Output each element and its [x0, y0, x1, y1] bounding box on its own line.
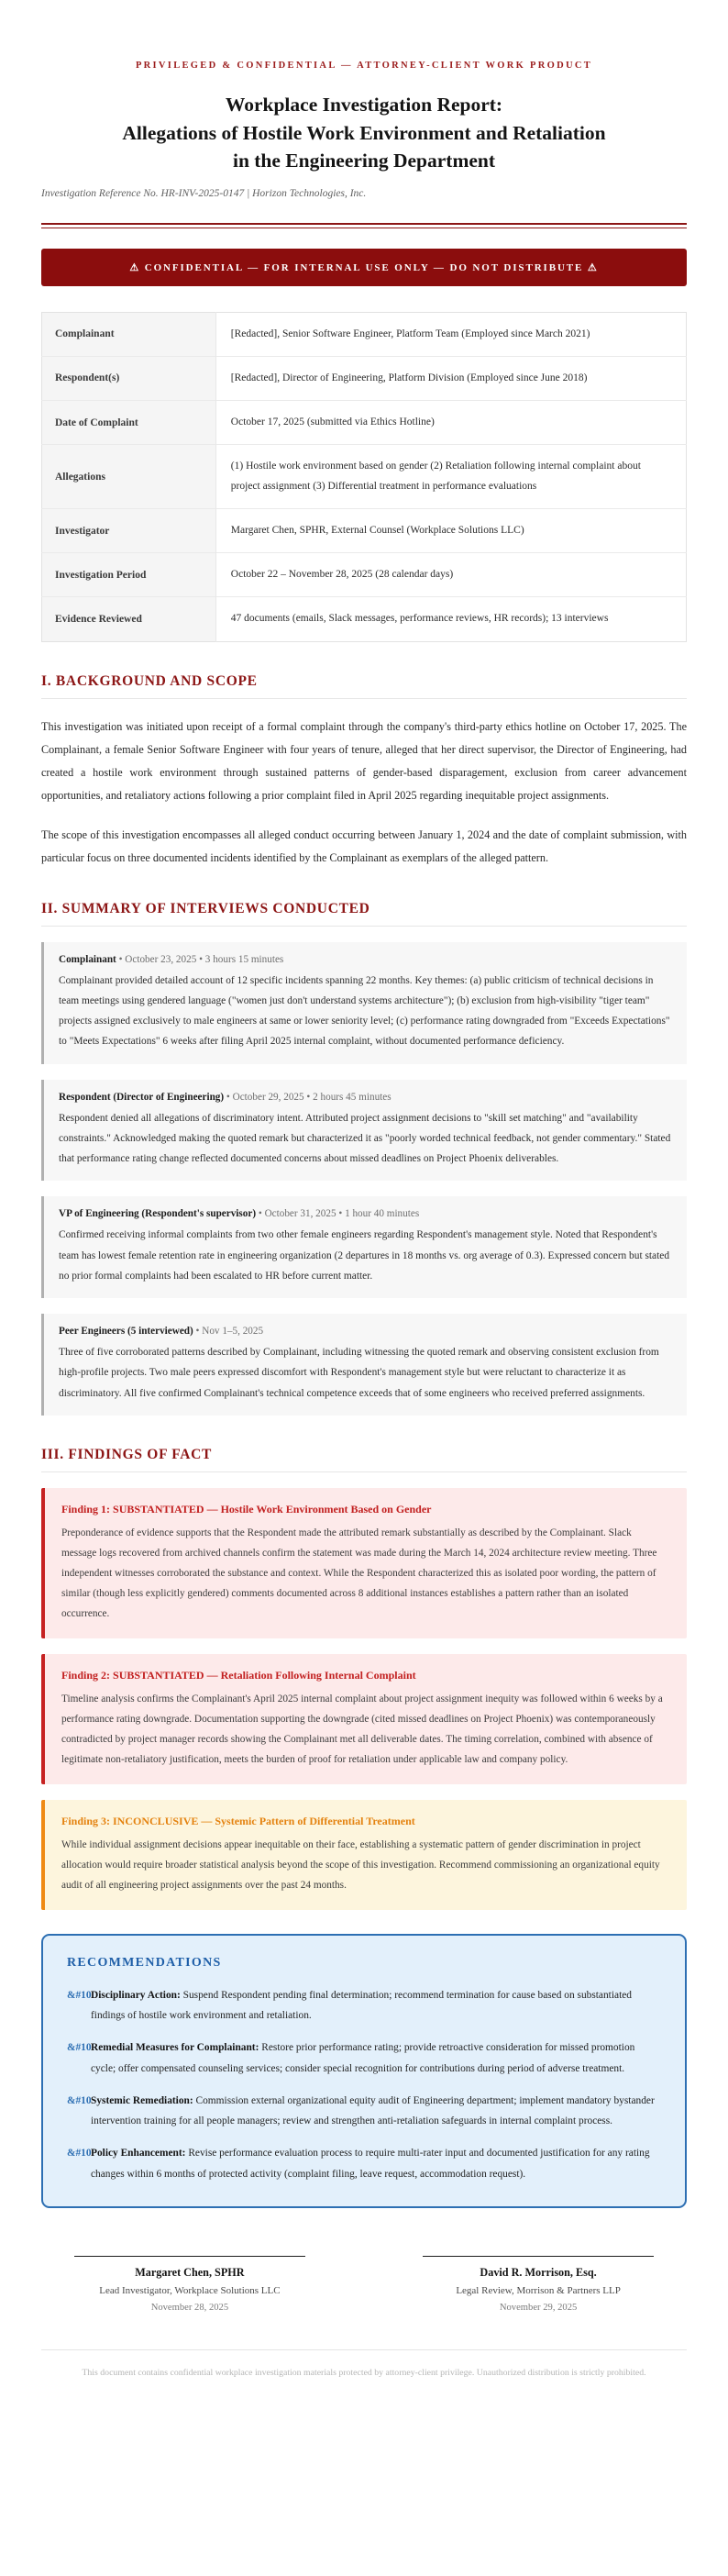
section-heading-findings: III. FINDINGS OF FACT: [41, 1447, 687, 1472]
meta-label: Complainant: [42, 312, 216, 356]
signature-date: November 28, 2025: [150, 2302, 229, 2313]
meta-value: October 17, 2025 (submitted via Ethics Hotline): [230, 416, 435, 428]
interview-entry: [41, 942, 687, 1064]
findings-list: [41, 1488, 687, 1910]
finding-card: [41, 1488, 687, 1638]
finding-card: [41, 1654, 687, 1784]
signatory-role: Lead Investigator, Workplace Solutions LLC: [99, 2284, 281, 2296]
footer-note: This document contains confidential workplace investigation materials protected by attorney-client privilege. Unauthorized distribution is strictly prohibited.: [82, 2367, 646, 2378]
recommendation-text: Commission external organizational equity audit of Engineering department; implement mandatory bystander intervention training for all people managers; review and strengthen anti-retaliation safeguards in internal complaint process.: [91, 2094, 655, 2127]
signature-line: [74, 2256, 306, 2257]
recommendation-text: Revise performance evaluation process to require multi-rater input and documented justification for any rating changes within 6 months of protected activity (complaint filing, leave request, accommodation request).: [91, 2148, 650, 2180]
signatory-role: Legal Review, Morrison & Partners LLP: [456, 2284, 621, 2296]
signature-entry: [390, 2256, 687, 2313]
recommendation-label: Systemic Remediation:: [91, 2094, 193, 2106]
table-row: [42, 312, 687, 356]
recommendation-marker: &#10: [67, 2042, 92, 2054]
background-paragraph-1: This investigation was initiated upon receipt of a formal complaint through the company's third-party ethics hotline on October 17, 2025. The Complainant, a female Senior Software Engineer with four years of tenure, alleged that her direct supervisor, the Director of Engineering, had created a hostile work environment through sustained patterns of gender-based disparagement, exclusion from career advancement opportunities, and retaliatory actions following a prior complaint filed in April 2025 regarding inequitable project assignments.: [41, 719, 687, 802]
finding-title: Finding 3: INCONCLUSIVE — Systemic Pattern of Differential Treatment: [61, 1814, 415, 1827]
interview-header: [59, 1326, 672, 1337]
recommendation-marker: &#10: [67, 2148, 92, 2160]
confidential-banner: ⚠ CONFIDENTIAL — FOR INTERNAL USE ONLY — DO NOT DISTRIBUTE ⚠: [41, 249, 687, 286]
interview-meta: • October 31, 2025 • 1 hour 40 minutes: [256, 1208, 420, 1220]
finding-title: Finding 2: SUBSTANTIATED — Retaliation Following Internal Complaint: [61, 1668, 416, 1682]
recommendation-item: [67, 2143, 661, 2183]
title-line-3: in the Engineering Department: [232, 150, 496, 172]
finding-body: While individual assignment decisions appear inequitable on their face, establishing a systematic pattern of gender discrimination in project allocation would require broader statistical analysis beyond the scope of this investigation. Recommend commissioning an organizational equity audit of all engineering project assignments over the past 24 months.: [61, 1838, 660, 1891]
table-row: [42, 597, 687, 641]
meta-value: October 22 – November 28, 2025 (28 calendar days): [230, 569, 454, 581]
meta-value: [Redacted], Senior Software Engineer, Platform Team (Employed since March 2021): [230, 328, 590, 339]
meta-label: Investigator: [42, 508, 216, 552]
finding-card: [41, 1800, 687, 1910]
interview-summary: Complainant provided detailed account of 12 specific incidents spanning 22 months. Key themes: (a) public criticism of technical decisions in team meetings using gendered language ("women just don't understand systems architecture"); (b) exclusion from high-visibility "tiger team" projects assigned exclusively to male engineers at same or lower seniority level; (c) performance rating downgraded from "Exceeds Expectations" to "Meets Expectations" 6 weeks after filing April 2025 internal complaint, without documented performance deficiency.: [59, 974, 670, 1048]
signature-date: November 29, 2025: [499, 2302, 578, 2313]
recommendation-label: Policy Enhancement:: [91, 2148, 186, 2160]
recommendation-marker: &#10: [67, 1990, 92, 2001]
recommendation-item: [67, 2037, 661, 2078]
interview-header: [59, 1092, 672, 1103]
header-divider: [41, 223, 687, 228]
meta-value: (1) Hostile work environment based on gender (2) Retaliation following internal complaint about project assignment (3) Differential treatment in performance evaluations: [230, 461, 641, 492]
title-line-1: Workplace Investigation Report:: [225, 94, 503, 116]
page-title: [41, 91, 687, 175]
interview-entry: [41, 1314, 687, 1416]
recommendation-label: Disciplinary Action:: [91, 1990, 181, 2001]
table-row: [42, 508, 687, 552]
title-line-2: Allegations of Hostile Work Environment and Retaliation: [122, 121, 606, 144]
interview-meta: • October 23, 2025 • 3 hours 15 minutes: [116, 953, 284, 965]
interview-list: [41, 942, 687, 1416]
recommendations-heading: RECOMMENDATIONS: [67, 1956, 222, 1970]
recommendations-list: [67, 1985, 661, 2184]
interview-meta: • Nov 1–5, 2025: [193, 1326, 264, 1338]
signature-entry: [41, 2256, 338, 2313]
table-row: [42, 356, 687, 400]
interview-summary: Confirmed receiving informal complaints from two other female engineers regarding Respondent's management style. Noted that Respondent's team has lowest female retention rate in engineering organization (2 departures in 18 months vs. org average of 0.3). Expressed concern but stated no prior formal complaints had been escalated to HR before current matter.: [59, 1229, 670, 1282]
meta-label: Allegations: [42, 445, 216, 509]
signatory-name: Margaret Chen, SPHR: [135, 2265, 245, 2279]
meta-label: Respondent(s): [42, 356, 216, 400]
table-row: [42, 553, 687, 597]
recommendation-label: Remedial Measures for Complainant:: [91, 2042, 259, 2054]
finding-body: Preponderance of evidence supports that the Respondent made the attributed remark substantially as described by the Complainant. Slack message logs recovered from archived channels confirm the statement was made during the March 14, 2024 architecture review meeting. Three independent witnesses corroborated the substance and context. While the Respondent characterized this as isolated poor wording, the pattern of similar (though less explicitly gendered) comments documented across 8 additional instances establishes a pattern rather than an isolated occurrence.: [61, 1527, 657, 1619]
interview-entry: [41, 1080, 687, 1182]
section-heading-interviews: II. SUMMARY OF INTERVIEWS CONDUCTED: [41, 901, 687, 927]
recommendation-text: Suspend Respondent pending final determination; recommend termination for cause based on substantiated findings of hostile work environment and retaliation.: [91, 1990, 632, 2022]
interview-meta: • October 29, 2025 • 2 hours 45 minutes: [224, 1091, 392, 1103]
recommendation-text: Restore prior performance rating; provide retroactive consideration for missed promotion cycle; offer compensated counseling services; consider special recognition for contributions during period of adverse treatment.: [91, 2042, 635, 2074]
case-metadata-table: [41, 312, 687, 642]
recommendation-marker: &#10: [67, 2094, 92, 2106]
interview-summary: Three of five corroborated patterns described by Complainant, including witnessing the quoted remark and observing consistent exclusion from high-profile projects. Two male peers expressed discomfort with Respondent's management style but were reluctant to characterize it as discriminatory. All five confirmed Complainant's technical competence exceeds that of some engineers who received preferred assignments.: [59, 1347, 659, 1399]
interview-header: [59, 1208, 672, 1219]
finding-body: Timeline analysis confirms the Complainant's April 2025 internal complaint about project assignment inequity was followed within 6 weeks by a performance rating downgrade. Documentation supporting the downgrade (cited missed deadlines on Project Phoenix) was contemporaneously contradicted by project manager records showing the Complainant met all deliverable dates. The timing correlation, combined with absence of legitimate non-retaliatory justification, meets the burden of proof for retaliation under applicable law and company policy.: [61, 1693, 663, 1765]
interview-header: [59, 954, 672, 965]
recommendation-item: [67, 2091, 661, 2131]
meta-value: [Redacted], Director of Engineering, Platform Division (Employed since June 2018): [230, 372, 588, 383]
interview-summary: Respondent denied all allegations of discriminatory intent. Attributed project assignment decisions to "skill set matching" and "availability constraints." Acknowledged making the quoted remark but characterized it as "poorly worded technical feedback, not gender commentary." Stated that performance rating change reflected documented concerns about missed deadlines on Project Phoenix deliverables.: [59, 1112, 671, 1165]
recommendation-item: [67, 1985, 661, 2026]
meta-label: Date of Complaint: [42, 401, 216, 445]
interview-subject: Complainant: [59, 953, 116, 965]
signature-block: [41, 2256, 687, 2313]
meta-value: 47 documents (emails, Slack messages, performance reviews, HR records); 13 interviews: [230, 613, 609, 625]
signatory-name: David R. Morrison, Esq.: [480, 2265, 597, 2279]
table-row: [42, 401, 687, 445]
interview-subject: Respondent (Director of Engineering): [59, 1091, 225, 1103]
signature-line: [423, 2256, 655, 2257]
interview-entry: [41, 1196, 687, 1298]
interview-subject: VP of Engineering (Respondent's supervisor): [59, 1208, 257, 1220]
finding-title: Finding 1: SUBSTANTIATED — Hostile Work Environment Based on Gender: [61, 1502, 432, 1516]
section-heading-background: I. BACKGROUND AND SCOPE: [41, 673, 687, 699]
interview-subject: Peer Engineers (5 interviewed): [59, 1326, 193, 1338]
meta-value: Margaret Chen, SPHR, External Counsel (Workplace Solutions LLC): [230, 524, 524, 536]
meta-label: Evidence Reviewed: [42, 597, 216, 641]
reference-line: Investigation Reference No. HR-INV-2025-0147 | Horizon Technologies, Inc.: [41, 187, 367, 199]
privilege-notice: PRIVILEGED & CONFIDENTIAL — ATTORNEY-CLIENT WORK PRODUCT: [135, 61, 593, 71]
background-paragraph-2: The scope of this investigation encompasses all alleged conduct occurring between January 1, 2024 and the date of complaint submission, with particular focus on three documented incidents identified by the Complainant as exemplars of the alleged pattern.: [41, 827, 687, 864]
footer-divider: [41, 2349, 687, 2350]
meta-label: Investigation Period: [42, 553, 216, 597]
recommendations-box: [41, 1934, 687, 2208]
table-row: [42, 445, 687, 509]
